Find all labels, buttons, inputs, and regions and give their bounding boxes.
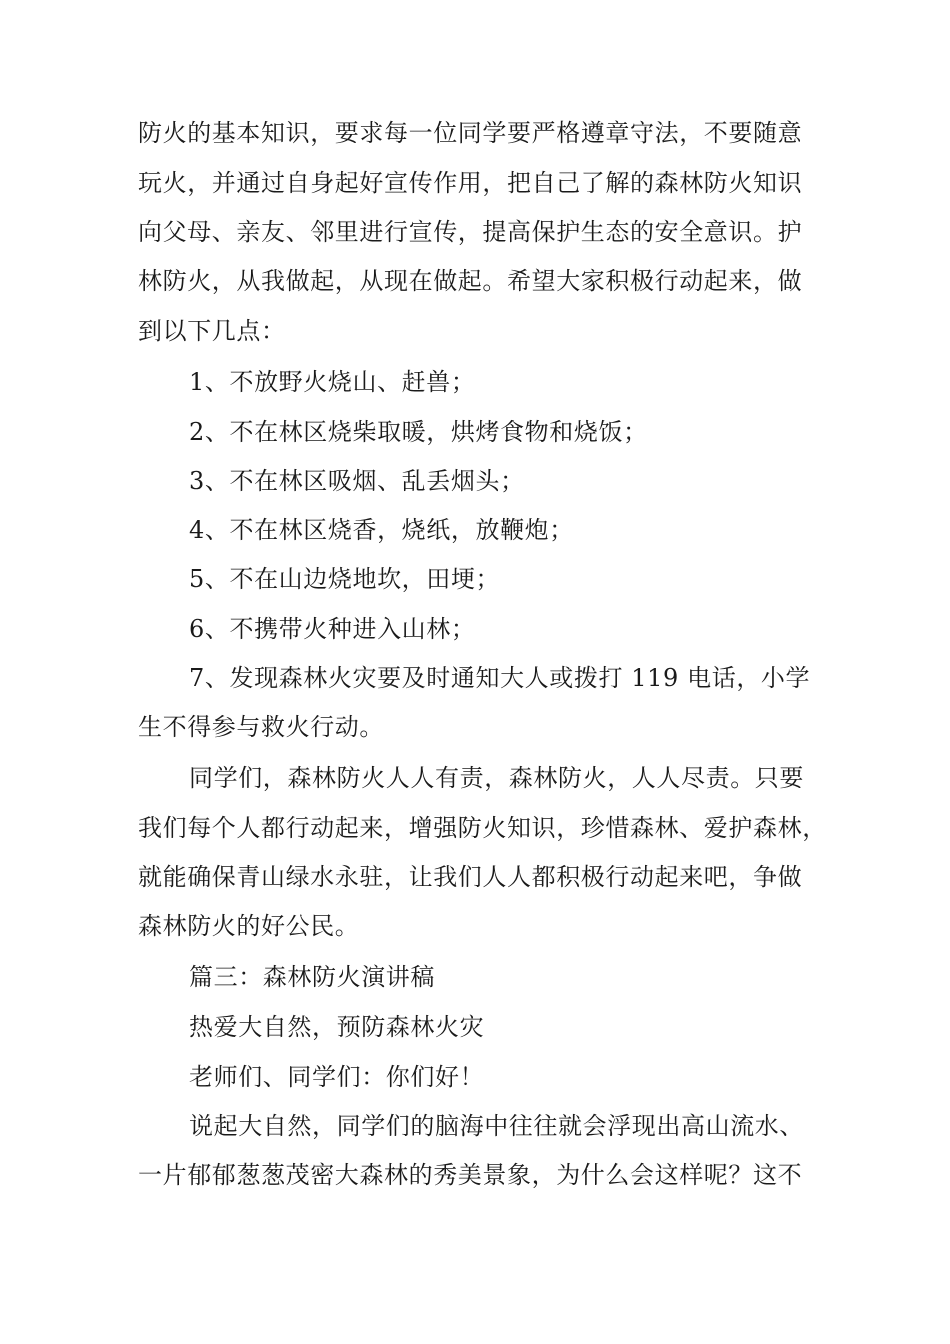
list-item-continuation: 生不得参与救火行动。 [138, 713, 384, 741]
paragraph-line: 森林防火的好公民。 [138, 912, 360, 940]
salutation: 老师们、同学们：你们好！ [189, 1063, 485, 1091]
paragraph-line: 玩火，并通过自身起好宣传作用，把自己了解的森林防火知识 [138, 169, 803, 197]
list-item: 3、不在林区吸烟、乱丢烟头； [189, 467, 525, 495]
list-item: 4、不在林区烧香，烧纸，放鞭炮； [189, 516, 574, 544]
paragraph-line: 到以下几点： [138, 317, 286, 345]
paragraph-line: 一片郁郁葱葱茂密大森林的秀美景象，为什么会这样呢？这不 [138, 1161, 803, 1189]
list-item: 6、不携带火种进入山林； [189, 615, 476, 643]
paragraph-line: 就能确保青山绿水永驻，让我们人人都积极行动起来吧，争做 [138, 863, 803, 891]
section-heading: 篇三：森林防火演讲稿 [189, 963, 435, 991]
paragraph-line: 向父母、亲友、邻里进行宣传，提高保护生态的安全意识。护 [138, 218, 803, 246]
paragraph-line: 说起大自然，同学们的脑海中往往就会浮现出高山流水、 [189, 1112, 804, 1140]
paragraph-line: 我们每个人都行动起来，增强防火知识，珍惜森林、爱护森林， [138, 814, 827, 842]
paragraph-line: 防火的基本知识，要求每一位同学要严格遵章守法，不要随意 [138, 119, 803, 147]
list-item: 7、发现森林火灾要及时通知大人或拨打 119 电话，小学 [189, 664, 811, 692]
list-item: 1、不放野火烧山、赶兽； [189, 368, 476, 396]
paragraph-line: 林防火，从我做起，从现在做起。希望大家积极行动起来，做 [138, 267, 803, 295]
paragraph-line: 同学们，森林防火人人有责，森林防火，人人尽责。只要 [189, 764, 804, 792]
list-item: 5、不在山边烧地坎，田埂； [189, 565, 501, 593]
list-item: 2、不在林区烧柴取暖，烘烤食物和烧饭； [189, 418, 648, 446]
speech-title: 热爱大自然，预防森林火灾 [189, 1013, 485, 1041]
